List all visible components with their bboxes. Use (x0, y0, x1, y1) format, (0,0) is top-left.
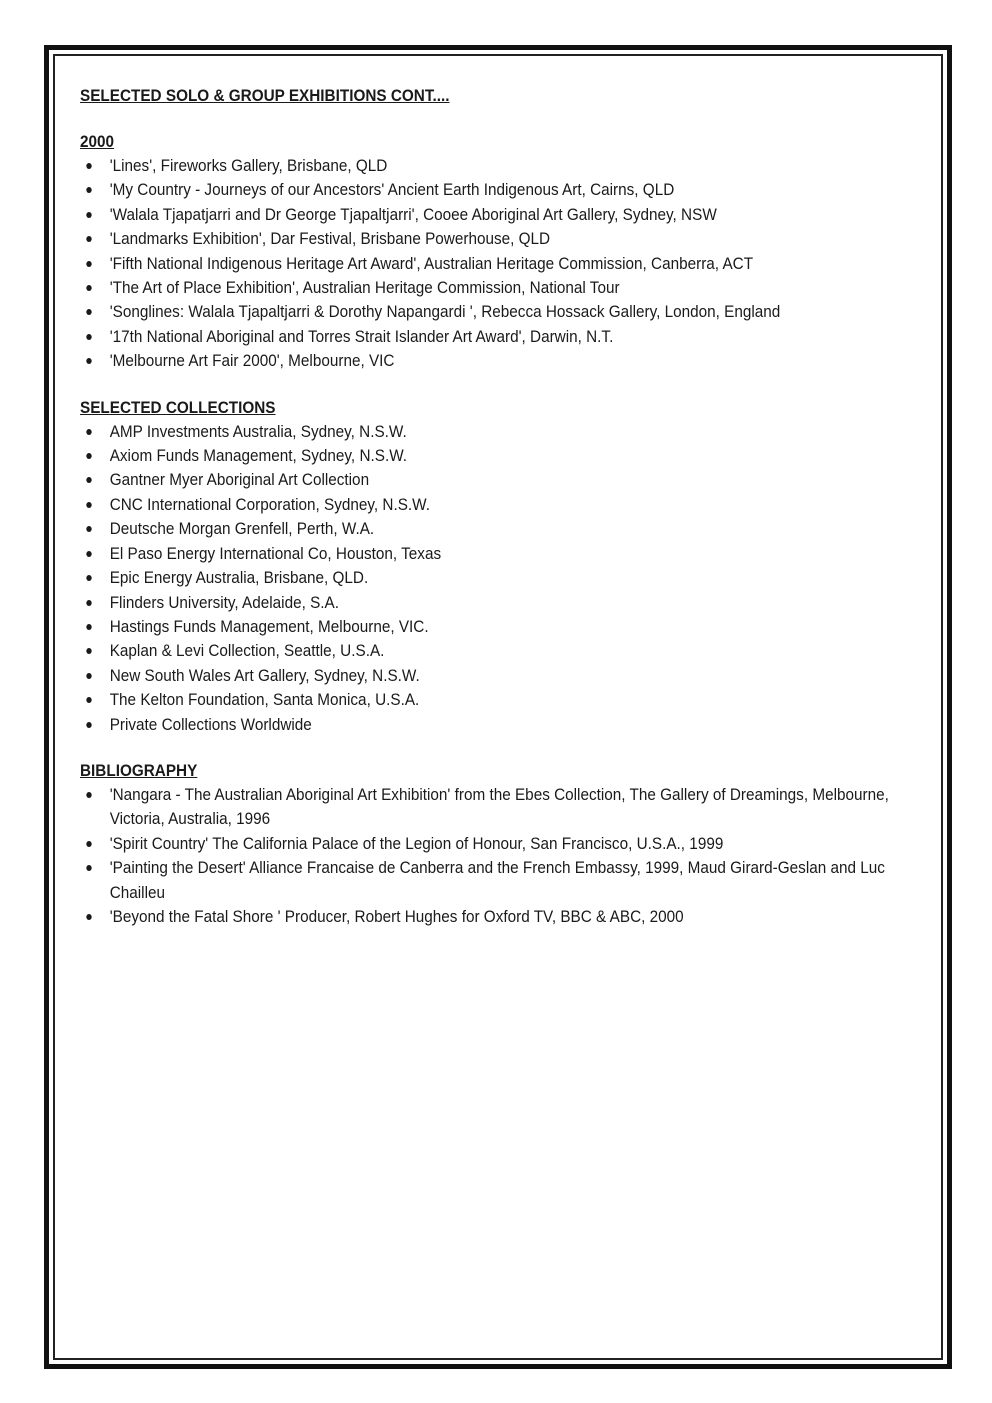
collection-item (80, 615, 920, 639)
exhibition-item (80, 252, 920, 276)
collection-item (80, 566, 920, 590)
exhibition-item (80, 203, 920, 227)
bullet-icon (86, 334, 91, 340)
bullet-icon (86, 236, 91, 242)
collection-item (80, 468, 920, 492)
exhibition-item (80, 178, 920, 202)
collections-list (80, 420, 920, 737)
collection-item-text: AMP Investments Australia, Sydney, N.S.W. (109, 421, 407, 441)
bullet-icon (86, 429, 91, 435)
collections-heading: SELECTED COLLECTIONS (80, 397, 276, 417)
collection-item-text: The Kelton Foundation, Santa Monica, U.S.A. (109, 690, 420, 710)
bullet-icon (86, 285, 91, 291)
bullet-icon (86, 212, 91, 218)
exhibition-item-text: 'The Art of Place Exhibition', Australian Heritage Commission, National Tour (109, 278, 620, 298)
document-content (80, 84, 889, 929)
exhibition-item-text: 'Melbourne Art Fair 2000', Melbourne, VIC (109, 351, 395, 371)
exhibition-item (80, 154, 920, 178)
exhibitions-year-heading: 2000 (80, 132, 115, 151)
bullet-icon (86, 648, 91, 654)
bullet-icon (86, 187, 91, 193)
collection-item-text: Gantner Myer Aboriginal Art Collection (109, 470, 370, 490)
exhibition-item-text: 'My Country - Journeys of our Ancestors' Ancient Earth Indigenous Art, Cairns, QLD (109, 180, 675, 200)
bibliography-item (80, 905, 920, 929)
collection-item-text: Flinders University, Adelaide, S.A. (109, 592, 340, 612)
bibliography-item (80, 832, 920, 856)
bibliography-item-text: 'Nangara - The Australian Aboriginal Art Exhibition' from the Ebes Collection, The Gallery of Dreamings, Melbourne, Victoria, Australia, 1996 (109, 784, 889, 829)
exhibition-item (80, 325, 920, 349)
collection-item-text: Epic Energy Australia, Brisbane, QLD. (109, 568, 369, 588)
bullet-icon (86, 865, 91, 871)
collection-item-text: Deutsche Morgan Grenfell, Perth, W.A. (109, 519, 375, 539)
bullet-icon (86, 261, 91, 267)
exhibition-item-text: 'Walala Tjapatjarri and Dr George Tjapaltjarri', Cooee Aboriginal Art Gallery, Sydney, NSW (109, 204, 717, 224)
bullet-icon (86, 477, 91, 483)
collection-item (80, 591, 920, 615)
bibliography-list (80, 783, 920, 929)
exhibition-item (80, 300, 920, 324)
collection-item-text: El Paso Energy International Co, Houston, Texas (109, 543, 442, 563)
exhibition-item-text: 'Landmarks Exhibition', Dar Festival, Brisbane Powerhouse, QLD (109, 229, 551, 249)
bullet-icon (86, 792, 91, 798)
collection-item-text: Private Collections Worldwide (109, 714, 312, 734)
bibliography-item (80, 783, 920, 832)
exhibition-item-text: 'Lines', Fireworks Gallery, Brisbane, QLD (109, 156, 388, 175)
bibliography-item-text: 'Painting the Desert' Alliance Francaise de Canberra and the French Embassy, 1999, Maud Girard-Geslan and Luc Chailleu (109, 858, 885, 902)
bullet-icon (86, 697, 91, 703)
exhibition-item-text: '17th National Aboriginal and Torres Strait Islander Art Award', Darwin, N.T. (109, 326, 614, 346)
collection-item (80, 639, 920, 663)
bullet-icon (86, 575, 91, 581)
bullet-icon (86, 163, 91, 169)
collection-item-text: Axiom Funds Management, Sydney, N.S.W. (109, 446, 408, 466)
bibliography-item (80, 856, 920, 905)
bibliography-item-text: 'Spirit Country' The California Palace of the Legion of Honour, San Francisco, U.S.A., 1999 (109, 833, 724, 853)
bullet-icon (86, 358, 91, 364)
collection-item-text: CNC International Corporation, Sydney, N.S.W. (109, 494, 431, 514)
bullet-icon (86, 551, 91, 557)
exhibition-item (80, 349, 920, 373)
bullet-icon (86, 502, 91, 508)
collection-item (80, 664, 920, 688)
exhibition-item-text: 'Songlines: Walala Tjapaltjarri & Dorothy Napangardi ', Rebecca Hossack Gallery, London, England (109, 302, 781, 322)
bullet-icon (86, 841, 91, 847)
collection-item (80, 688, 920, 712)
bullet-icon (86, 673, 91, 679)
collection-item-text: Hastings Funds Management, Melbourne, VIC. (109, 616, 429, 636)
bullet-icon (86, 309, 91, 315)
bullet-icon (86, 914, 91, 920)
page-title: SELECTED SOLO & GROUP EXHIBITIONS CONT.... (80, 86, 450, 105)
exhibition-item-text: 'Fifth National Indigenous Heritage Art Award', Australian Heritage Commission, Canberra, ACT (109, 253, 754, 273)
collection-item (80, 517, 920, 541)
bullet-icon (86, 600, 91, 606)
collection-item (80, 493, 920, 517)
bullet-icon (86, 453, 91, 459)
exhibition-item (80, 227, 920, 251)
collection-item-text: New South Wales Art Gallery, Sydney, N.S.W. (109, 665, 420, 685)
collection-item (80, 542, 920, 566)
bibliography-heading: BIBLIOGRAPHY (80, 760, 198, 780)
exhibition-item (80, 276, 920, 300)
bibliography-item-text: 'Beyond the Fatal Shore ' Producer, Robert Hughes for Oxford TV, BBC & ABC, 2000 (109, 906, 684, 926)
collection-item (80, 420, 920, 444)
collection-item (80, 713, 920, 737)
bullet-icon (86, 624, 91, 630)
collection-item (80, 444, 920, 468)
collection-item-text: Kaplan & Levi Collection, Seattle, U.S.A. (109, 641, 385, 661)
bullet-icon (86, 526, 91, 532)
exhibitions-list (80, 154, 920, 374)
bullet-icon (86, 722, 91, 728)
